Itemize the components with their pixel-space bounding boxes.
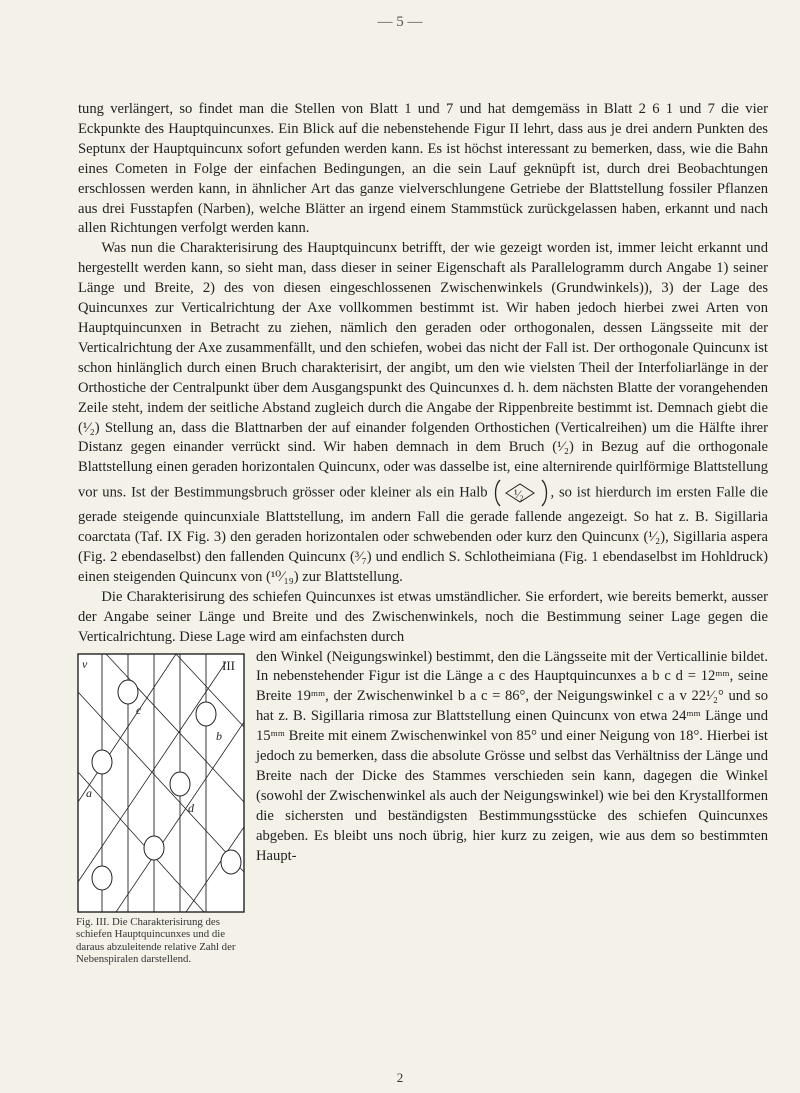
label-d: d bbox=[188, 800, 194, 815]
bracket-symbol bbox=[492, 478, 550, 508]
paragraph: tung verlängert, so findet man die Stellen von Blatt 1 und 7 und hat demgemäss in Blatt 2 6 1 und 7 die vier Eckpunkte des Hauptquincunxes. Ein Blick auf die nebenstehende Figur II lehrt, dass aus je drei andern Punkten des Septunx der Hauptquincunx sofort gefunden werden kann. Es ist höchst interessant zu bemerken, dass, wie die Bahn eines Cometen in Folge der einfachen Bedingungen, an die sein Lauf geknüpft ist, durch drei Beobachtungen erschlossen werden kann, in ähnlicher Art das ganze vielverschlungene Getriebe der Blattstellung fossiler Pflanzen aus drei Fusstapfen (Narben), welche Blätter an irgend einem Stammstück zurückgelassen haben, erkannt und nach allen Richtungen verfolgt werden kann. bbox=[78, 101, 768, 237]
paragraph bbox=[78, 239, 768, 588]
label-b: b bbox=[216, 728, 222, 743]
figure-iii bbox=[76, 652, 248, 966]
label-c: c bbox=[136, 702, 142, 717]
symbol-fraction: ¹⁄₂ bbox=[514, 487, 525, 502]
paragraph: Die Charakterisirung des schiefen Quincunxes ist etwas umständlicher. Sie erfordert, wie bereits bemerkt, ausser der Angabe seiner Länge und Breite und des Zwischenwinkels, noch die Bestimmung seiner Lage gegen die Verticalrichtung. Diese Lage wird am einfachsten durch bbox=[78, 588, 768, 645]
paragraph-text: , so ist hierdurch im ersten Falle die gerade steigende quincunxiale Blattstellung, im andern Fall die gerade fallende angezeigt. So hat z. B. Sigillaria coarctata (Taf. IX Fig. 3) den geraden horizontalen oder schwebenden oder kurz den Quincunx (¹⁄₂), Sigillaria aspera (Fig. 2 ebendaselbst) den fallenden Quincunx (³⁄₇) und endlich S. Schlotheimiana (Fig. 1 ebendaselbst im Hohldruck) einen steigenden Quincunx von (¹⁰⁄₁₉) zur Blattstellung. bbox=[78, 484, 768, 585]
figure-caption: Fig. III. Die Charakterisirung des schiefen Hauptquincunxes und die daraus abzuleitende relative Zahl der Nebenspiralen darstellend. bbox=[76, 915, 236, 966]
body-text bbox=[76, 100, 768, 966]
figure-number: III bbox=[222, 657, 235, 673]
paragraph-text: Was nun die Charakterisirung des Hauptquincunx betrifft, der wie gezeigt worden ist, immer leicht erkannt und hergestellt werden kann, so sieht man, dass dieser in seiner Eigenschaft als Parallelogramm durch Angabe 1) seiner Länge und Breite, 2) des von diesen eingeschlossenen Zwischenwinkels (Grundwinkels)), 3) der Lage des Quincunxes zur Verticalrichtung der Axe vollkommen bestimmt ist. Wir haben jedoch hierbei zwei Arten von Hauptquincunxen in Betracht zu ziehen, nämlich den geraden oder orthogonalen, dessen Längsseite mit der Verticalrichtung der Axe zusammenfällt, und den schiefen, wobei das nicht der Fall ist. Der orthogonale Quincunx ist schon hinlänglich durch einen Bruch charakterisirt, der angibt, um den wie vielsten Theil der Interfoliarlänge in der Orthostiche der Centralpunkt über dem Ausgangspunkt des Quincunxes d. h. dem nächsten Blatte der vorangehenden Zeile steht, indem der seitliche Abstand zugleich durch die Angabe der Rippenbreite bestimmt ist. Demnach giebt die (¹⁄₂) Stellung an, dass die Blattnarben der auf einander folgenden Orthostichen (Verticalreihen) um die Hälfte ihrer Distanz gegen einander verrückt sind. Wir haben demnach in dem Bruch (¹⁄₂) in Bezug auf die orthogonale Blattstellung einen geraden horizontalen Quincunx, oder was dasselbe ist, eine alternirende quirlförmige Blattstellung vor uns. Ist der Bestimmungsbruch grösser oder kleiner als ein Halb bbox=[78, 240, 768, 501]
page-number-bottom: 2 bbox=[396, 1070, 404, 1085]
page-number-top: — 5 — bbox=[377, 14, 423, 30]
quincunx-diagram bbox=[76, 652, 246, 914]
paragraph: den Winkel (Neigungswinkel) bestimmt, den die Längsseite mit der Verticallinie bildet. In nebenstehender Figur ist die Länge a c des Hauptquincunxes a b c d = 12ᵐᵐ, seine Breite 19ᵐᵐ, der Zwischenwinkel b a c = 86°, der Neigungswinkel c a v 22¹⁄₂° und so hat z. B. Sigillaria rimosa zur Blattstellung einen Quincunx von etwa 24ᵐᵐ Länge und 15ᵐᵐ Breite mit einem Zwischenwinkel von 85° und einer Neigung von 18°. Hierbei ist jedoch zu bemerken, dass die absolute Grösse und selbst das Verhältniss der Länge und Breite nach der Dicke des Stammes verschieden sein kann, dagegen die Winkel (sowohl der Zwischenwinkel als auch der Neigungswinkel) wie bei den Krystallformen die sichersten und beständigsten Bestimmungsstücke des schiefen Quincunxes abgeben. Es bleibt uns noch übrig, hier kurz zu zeigen, wie aus dem so bestimmten Haupt- bbox=[256, 648, 768, 864]
label-v: v bbox=[82, 656, 88, 671]
label-a: a bbox=[86, 785, 92, 800]
